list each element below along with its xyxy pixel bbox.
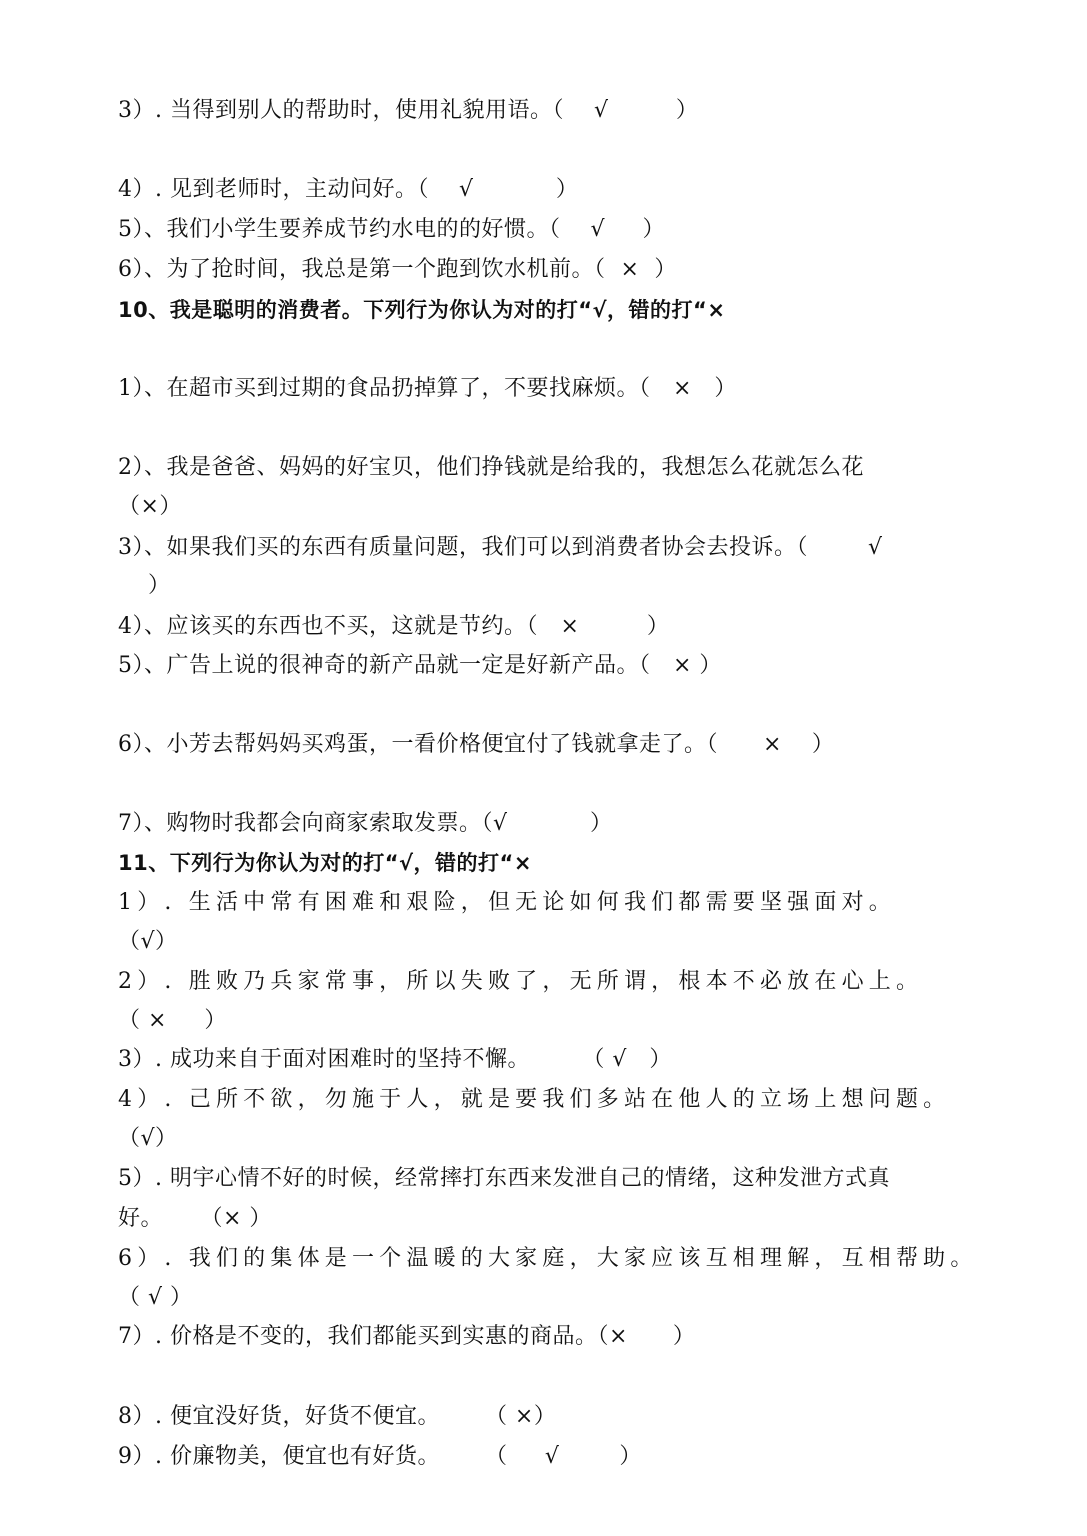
item-line: ） [118,573,171,598]
section-heading: 11、下列行为你认为对的打“√，错的打“× [118,851,532,875]
item-line: 7）. 价格是不变的，我们都能买到实惠的商品。（× ） [118,1324,696,1349]
item-line: 1）. 生活中常有困难和艰险，但无论如何我们都需要坚强面对。 [118,890,896,915]
item-line: 8）. 便宜没好货，好货不便宜。 （ ×） [118,1404,557,1429]
item-line: 5）. 明宇心情不好的时候，经常摔打东西来发泄自己的情绪，这种发泄方式真 [118,1166,890,1191]
item-line: 9）. 价廉物美，便宜也有好货。 （ √ ） [118,1444,642,1469]
item-line: 4）. 己所不欲，勿施于人，就是要我们多站在他人的立场上想问题。 [118,1087,951,1112]
item-line: （ √ ） [118,1285,193,1310]
item-line: 4）. 见到老师时，主动问好。（ √ ） [118,177,579,202]
item-line: 2）. 胜败乃兵家常事，所以失败了，无所谓，根本不必放在心上。 [118,969,924,994]
item-line: 好。 （× ） [118,1206,272,1231]
item-line: （×） [118,494,182,519]
item-line: 5）、广告上说的很神奇的新产品就一定是好新产品。（ × ） [118,653,722,678]
item-line: 3）. 当得到别人的帮助时，使用礼貌用语。（ √ ） [118,98,699,123]
item-line: 2）、我是爸爸、妈妈的好宝贝，他们挣钱就是给我的，我想怎么花就怎么花 [118,455,864,480]
item-line: 6）、小芳去帮妈妈买鸡蛋，一看价格便宜付了钱就拿走了。（ × ） [118,732,835,757]
item-line: （√） [118,1126,178,1151]
item-line: 3）. 成功来自于面对困难时的坚持不懈。 （ √ ） [118,1047,672,1072]
item-line: （√） [118,929,178,954]
item-line: 5）、我们小学生要养成节约水电的的好惯。（ √ ） [118,217,665,242]
item-line: 4）、应该买的东西也不买，这就是节约。（ × ） [118,614,670,639]
item-line: 7）、购物时我都会向商家索取发票。（√ ） [118,811,613,836]
item-line: 6）、为了抢时间，我总是第一个跑到饮水机前。（ × ） [118,257,677,282]
item-line: （ × ） [118,1008,227,1033]
item-line: 6）. 我们的集体是一个温暖的大家庭，大家应该互相理解，互相帮助。 [118,1246,978,1271]
item-line: 1）、在超市买到过期的食品扔掉算了，不要找麻烦。（ × ） [118,376,737,401]
section-heading: 10、我是聪明的消费者。下列行为你认为对的打“√，错的打“× [118,298,726,322]
item-line: 3）、如果我们买的东西有质量问题，我们可以到消费者协会去投诉。（ √ [118,535,883,560]
